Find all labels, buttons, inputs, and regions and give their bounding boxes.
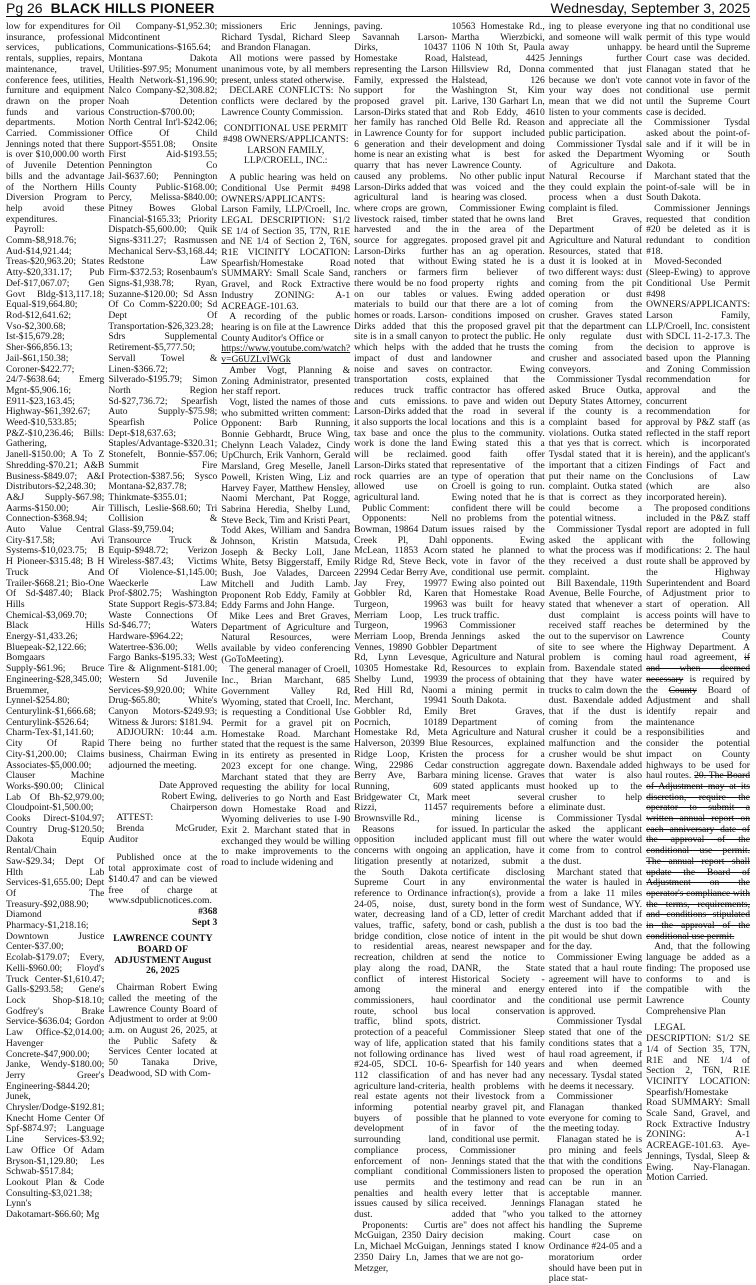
notice-date: Sept 3 xyxy=(191,916,218,928)
paragraph: Bret Graves, Department of Agriculture and Natural Resources, stated that dust it is looked at in two different ways: dust coming from the pit operation or dust coming from the crusher. Graves stated that the department can only regulate dust coming from the crusher and associated conveyors. xyxy=(548,213,643,375)
paragraph: paving. xyxy=(354,21,383,32)
paragraph: Marchant stated that the point-of-sale will be in South Dakota. xyxy=(646,170,750,204)
signature-name: Robert Ewing, Chairperson xyxy=(161,790,218,813)
column-1 xyxy=(6,21,105,1221)
column-4 xyxy=(354,21,448,1274)
publication-note: Published once at the total approximate cost of $140.47 and can be viewed free of charge at www.sdpublicnotices.com. xyxy=(108,852,218,907)
paragraph: Vogt, listed the names of those who submitted written comment: Opponent: Barb Running, Bonnie Gebhardt, Bruce Wing, Chelynn Leach Valadez, Cindy UpChurch, Erik Vanhorn, Gerald Marsland, Greg Meselle, Janell Powell, Kristen Wing, Liz and Harvey Fayer, Matthew Hensley, Naomi Merchant, Pat Rogge, Sabrina Heredia, Shelby Lund, Steve Beck, Tim and Kristi Peart, Todd Akes, William and Sandra Johnson, Kristin Matsuda, Joseph & Becky Loll, Jane White, Betsy Biggerstaff, Emily Bush, Joe Valades, Darceen Mitchell and Judith Lamb. Proponent Rob Eddy, Family at Eddy Farms and John Hange. xyxy=(221,396,351,612)
paragraph: A recording of the public hearing is on file at the Lawrence County Auditor's Office or xyxy=(221,311,351,344)
paragraph: Bret Graves, Department of Agriculture and Natural Resources, explained the process for a construction aggregate mining license. Graves stated applicants must meet several requirements before a mining license is issued. In particular the applicant must fill out an application, have it notarized, submit a certificate disclosing any environmental infraction(s), provide a surety bond in the form of a CD, letter of credit bond or cash, publish a notice of intent in the nearest newspaper and send the notice to DANR, the State Historical Society - mineral and energy coordinator and the local conservation district. xyxy=(451,706,545,1028)
section-title: CONDITIONAL USE PERMIT #498 OWNERS/APPLICANTS: LARSON FAMILY, LLP/CROELL, INC.: xyxy=(222,123,349,167)
attest-label: ATTEST: xyxy=(116,812,154,824)
column-7 xyxy=(646,21,751,1184)
paragraph: 10563 Homestake Rd., Martha Wierzbicki, 1106 N 10th St, Paula Halstead, 4425 Hillsview Rd, Donna Halstead, 126 Washington St, Kim Larive, 130 Garhart Ln, and Rob Eddy, 4610 Old Belle Rd. Reason for support included development and doing what is best for Lawrence County. xyxy=(451,21,545,172)
paragraph: Commissioner Tysdal asked Bruce Outka, Deputy States Attorney, if the county is a complaint based for violations. Outka stated that yes that is correct. Tysdal stated that it is important that a citizen put their name on the complaint. Outka stated that is correct as they could become a potential witness. xyxy=(548,374,643,525)
paragraph: Commissioner Jennings asked the Department of Agriculture and Natural Resources to explain the process of obtaining a mining permit in South Dakota. xyxy=(451,620,545,707)
newspaper-name: BLACK HILLS PIONEER xyxy=(50,0,215,16)
paragraph: Moved-Seconded (Sleep-Ewing) to approve Conditional Use Permit #498 OWNERS/APPLICANTS: Larson Family, LLP/Croell, Inc. consistent with SDCL 11-2-17.3. The decision to approve is based upon the Planning and Zoning Commission recommendation for approval and the concurrent recommendation for approval by P&Z staff (as reflected in the staff report which is incorporated herein), and the applicant's Findings of Fact and Conclusions of Law (which are also incorporated herein). xyxy=(646,256,751,503)
paragraph: No other public input was voiced and the hearing was closed. xyxy=(451,170,545,204)
paragraph: Commissioner Tysdal asked about the point-of-sale and if it will be in Wyoming or South Dakota. xyxy=(646,117,750,172)
conditions-text: Board of Adjustment and shall identify repair and maintenance responsibilities and consider the potential impact on County highways to be used for haul routes. xyxy=(646,684,751,782)
page-number: Pg 26 xyxy=(6,0,43,16)
paragraph: Oil Company-$1,952.30; Midcontinent Communications-$165.64; Montana Dakota Utilities-$97.95; Monument Health Network-$1,196.90; Nalco Company-$2,308.82; Noah Detention Construction-$700.00; North Central Int'l-$242.06; Office Of Child Support-$551.08; Onsite First Aid-$193.55; Pennington Co Jail-$637.60; Pennington County Public-$168.00; Percy, Melissa-$840.00; Pitney Bowes Global Financial-$165.33; Priority Dispatch-$5,600.00; Quik Signs-$311.27; Rasmussen Mechanical Serv-$3,168.44; Redstone Law Firm-$372.53; Rosenbaum's Signs-$1,938.78; Ryan, Suzanne-$120.00; Sd Assn Of Co Comm-$220.00; Sd Dept Of Transportation-$26,323.28; Sdrs Supplemental Retirement-$5,777.50; Servall Towel & Linen-$366.72; Silverado-$195.79; Simon North Region Sd-$27,736.72; Spearfish Auto Supply-$75.98; Spearfish Police Dept-$18,637.63; Staples/Advantage-$320.31; Stonefelt, Bonnie-$57.06; Summit Fire Protection-$387.56; Sysco Montana-$2,837.78; Thinkmate-$355.01; Tillisch, Leslie-$68.60; Tri Collision & Glass-$9,759.04; Transource Truck & Equip-$948.72; Verizon Wireless-$87.43; Victims Of Violence-$1,145.00; Waeckerle Law Prof-$802.75; Washington State Support Regis-$73.84; Waste Connections Of Sd-$46.77; Waters Hardware-$964.22; Watertree-$36.00; Wells Fargo Banks-$195.33; West Tire & Alignment-$181.00; Western Sd Juvenile Services-$9,920.00; White Drug-$65.80; White's Canyon Motors-$249.93; Witness & Jurors: $181.94. xyxy=(108,21,218,728)
struck-condition-20: 20. The Board of Adjustment may at its discretion, require the operator to submit a written annual report on each anniversary date of the approval of the conditional use permit. The annual report shall update the Board of Adjustment on the operator's compliance with the terms, requirements, and conditions stipulated in the approval of the conditional use permit. xyxy=(646,770,750,942)
paragraph: ADJOURN: 10:44 a.m. There being no further business, Chairman Ewing adjourned the meeting. xyxy=(108,727,218,771)
page-columns xyxy=(6,21,751,1285)
page-header xyxy=(6,0,750,17)
paragraph: Marchant stated that the water is hauled in from a lake 11 miles west of Sundance, WY. Marchant added that if the dust is too bad the pit would be shut down for the day. xyxy=(548,866,643,953)
column-6 xyxy=(548,21,643,1285)
paragraph: Mike Lees and Bret Graves, Department of Agriculture and Natural Resources, were available by video conferencing (GoToMeeting). xyxy=(221,610,351,665)
paragraph: Reasons for opposition included concerns with ongoing litigation presently at the South Dakota Supreme Court in reference to Ordinance 24-05, noise, dust, water, decreasing land values, traffic, safety, bridge condition, close to residential areas, recreation, children at play along the road, conflict of interest among the commissioners, haul route, school bus traffic, blind spots, protection of a peaceful way of life, application not following ordinance #24-05, SDCL 10-6-112 classification of agriculture land-criteria, real estate agents not informing potential buyers of possible development of surrounding land, compliance process, enforcement of non-compliant conditional use permits and penalties and health issues caused by silica dust. xyxy=(354,823,448,1221)
paragraph: DECLARE CONFLICTS: No conflicts were declared by the Lawrence County Commission. xyxy=(221,85,351,118)
column-3 xyxy=(221,22,350,968)
column-2 xyxy=(108,21,218,1079)
paragraph: Commissioner Tysdal asked the Department of Agriculture and Natural Recourse if they could explain the process when a dust complaint is filed. xyxy=(548,138,643,214)
paragraph: Chairman Robert Ewing called the meeting of the Lawrence County Board of Adjustment to order at 9:00 a.m. on August 26, 2025, at the Public Safety & Services Center located at 50 Tanaka Drive, Deadwood, SD with Com- xyxy=(108,982,218,1079)
issue-date: Wednesday, September 3, 2025 xyxy=(550,0,750,16)
paragraph: missioners Eric Jennings, Richard Tysdal, Richard Sleep and Brandon Flanagan. xyxy=(221,21,351,54)
column-5 xyxy=(451,21,545,1263)
struck-text: if and when deemed necessary xyxy=(646,652,750,685)
paragraph: Commissioner Flanagan thanked everyone for coming to the meeting today. xyxy=(548,1091,643,1135)
conditions-text: is required by the xyxy=(646,673,750,696)
paragraph: A public hearing was held on Conditional Use Permit #498 OWNERS/APPLICANTS: Larson Family, LLP/Croell, Inc. LEGAL DESCRIPTION: S1/2 SE 1/4 of Section 35, T7N, R1E and NE 1/4 of Section 2, T6N, R1E VICINITY LOCATION: Spearfish/Homestake Road SUMMARY: Small Scale Sand, Gravel, and Rock Extractive Industry ZONING: A-1 ACREAGE-101.63. xyxy=(221,172,351,312)
paragraph: Flanagan stated he is pro mining and feels that with the conditions proposed the operation can be run in an acceptable manner. Flanagan stated he talked to the attorney handling the Supreme Court case on Ordinance #24-05 and a moratorium order should have been put in place stat- xyxy=(548,1134,643,1285)
paragraph: Public Comment: xyxy=(362,502,430,514)
paragraph: Bill Baxendale, 119th Avenue, Belle Fourche, stated that whenever a dust complaint is received staff reaches out to the supervisor on site to see where the problem is coming from. Baxendale stated that they have water trucks to calm down the dust. Baxendale added that if the dust is coming from the crusher it could be a malfunction and the crusher would be shut down. Baxendale added that water is also hooked up to the crusher to help eliminate dust. xyxy=(548,577,643,814)
paragraph: Commissioner Tysdal asked the applicant what the process was if they received a dust complaint. xyxy=(548,524,643,578)
paragraph: low for expenditures for insurance, professional services, publications, rentals, supplies, repairs, maintenance, travel, conference fees, utilities, furniture and equipment drawn on the proper funds and various departments. Motion Carried. Commissioner Jennings noted that there is over $10,000.00 worth of Juvenile Detention bills and the advantage of the Northern Hills Diversion Program to help avoid these expenditures. xyxy=(6,21,105,225)
notice-number: #368 xyxy=(198,905,218,917)
paragraph: The general manager of Croell, Inc., Brian Marchant, 685 Government Valley Rd, Wyoming, stated that Croell, Inc. is requesting a Conditional Use Permit for a gravel pit on Homestake Road. Marchant stated that the request is the same in its entirety as presented in 2023 except for one change. Marchant stated that they are requesting the ability for local deliveries to go North and East down Homestake Road and Wyoming deliveries to use I-90 Exit 2. Marchant stated that in exchanged they would be willing to make improvements to the road to include widening and xyxy=(221,664,351,869)
conditions-text: The proposed conditions included in the P&Z staff report are adopted in full with the following modifications: 2. The haul route shall be approved by the Highway Superintendent and Board of Adjustment prior to start of operation. All access points will have to be determined by the Lawrence County Highway Department. A haul road agreement, xyxy=(646,502,750,664)
paragraph: Commissioner Tysdal stated that one of the conditions states that a haul road agreement, if and when deemed necessary. Tysdal stated he deems it necessary. xyxy=(548,1016,643,1092)
paragraph: Commissioner Jennings stated that the Commissioners listen to the testimony and read every letter that is received. Jennings added that "who you are" does not affect his decision making. Jennings stated I know that we are not go- xyxy=(451,1144,545,1263)
paragraph: Payroll: Comm-$8,918.76; Aud-$14,921.44; Treas-$20,963.20; States Atty-$20,331.17; Pub Def-$17,067.07; Gen Govt Bldg-$13,117.18; Equal-$19,664.80; Rod-$12,641.62; Vso-$2,300.68; Ist-$15,679.28; Sher-$66,856.13; Jail-$61,150.38; Coroner-$422.77; 24/7-$638.64; Emerg Mgnt-$5,906.16; E911-$23,163.45; Highway-$61,392.67; Weed-$10,533.85; P&Z-$10,236.46; Bills: Gathering, Janell-$150.00; A To Z Shredding-$70.21; A&B Business-$849.07; A&I Distributors-$2,248.30; A&J Supply-$67.98; Aarms-$150.00; Air Connection-$368.94; Auto Value Central City-$17.58; Avi Systems-$10,023.75; B H Pioneer-$315.48; B H Truck And Trailer-$668.21; Bio-One Of Sd-$487.40; Black Hills Chemical-$3,069.70; Black Hills Energy-$1,433.26; Bluepeak-$2,122.66; Bomgaars Supply-$61.96; Bruce Engineering-$28,345.00; Bruemmer, Lynnel-$254.80; Centurylink-$1,666.68; Centurylink-$526.64; Charm-Tex-$1,141.60; City Of Rapid City-$1,200.00; Claims Associates-$5,000.00; Clauser Machine Works-$90.00; Clinical Lab Of Bh-$2,979.00; Cloudpoint-$1,500.00; Cooks Direct-$104.97; Country Drug-$120.50; Dakota Equip Rental/Chain Saw-$29.34; Dept Of Hlth Lab Services-$1,655.00; Dept Of The Treasury-$92,088.90; Diamond Pharmacy-$1,218.16; Downtown Justice Center-$37.00; Ecolab-$179.07; Every, Kelli-$960.00; Floyd's Truck Center-$1,610.47; Galls-$293.58; Gene's Lock Shop-$18.10; Godfrey's Brake Service-$636.04; Gordon Law Office-$2,014.00; Havenger Concrete-$47,900.00; Janke, Wendy-$180.00; Jerry Greer's Engineering-$844.20; Junek, Chrysler/Dodge-$192.81; Knecht Home Center Of Spf-$874.97; Language Line Services-$3.92; Law Office Of Adam Bryson-$1,129.80; Les Schwab-$517.84; Lookout Plan & Code Consulting-$3,021.38; Lynn's Dakotamart-$66.60; Mg xyxy=(6,224,105,1221)
paragraph xyxy=(646,504,750,943)
paragraph: LEGAL DESCRIPTION: S1/2 SE 1/4 of Section 35, T7N, R1E and NE 1/4 of Section 2, T6N, R1E VICINITY LOCATION: Spearfish/Homestake Road SUMMARY: Small Scale Sand, Gravel, and Rock Extractive Industry ZONING: A-1 ACREAGE-101.63. Aye-Jennings, Tysdal, Sleep & Ewing. Nay-Flanagan. Motion Carried. xyxy=(646,1022,750,1184)
paragraph: Commissioner Tysdal asked the applicant where the water would come from to control the dust. xyxy=(548,813,643,867)
struck-text: County xyxy=(668,684,697,696)
paragraph: ing to please everyone and someone will walk away unhappy. Jennings further commented that just because we don't vote your way does not mean that we did not listen to your comments and appreciate all the public participation. xyxy=(548,21,643,140)
paragraph: Commissioner Ewing stated that he owns land in the area of the proposed gravel pit and has an ag operation. Ewing stated he is a firm believer of property rights and values. Ewing added that there are a lot of conditions imposed on the proposed gravel pit to protect the public. He added that he trusts the landowner and contractor. Ewing explained that the contractor has offered to pave and widen out the road in several locations and this is a plus to the community. Ewing stated this a good faith offer representative of the type of operation that Croell is going to run. Ewing noted that he is confident there will be no problems from the issues raised by the opponents. Ewing stated he planned to vote in favor of the conditional use permit. Ewing also pointed out that Homestake Road was built for heavy truck traffic. xyxy=(451,202,545,621)
signature-date: Date Approved xyxy=(158,780,218,792)
youtube-link[interactable]: https://www.youtube.com/watch?v=G6UZLvIWGk xyxy=(221,343,351,366)
attest-name: Brenda McGruder, Auditor xyxy=(108,823,218,845)
paragraph: Amber Vogt, Planning & Zoning Administrator, presented her staff report. xyxy=(221,364,351,398)
paragraph: Savannah Larson-Dirks, 10437 Homestake Road, representing the Larson Family, expressed the support for the proposed gravel pit. Larson-Dirks stated that her family has ranched in Lawrence County for 6 generation and their home is near an existing quarry that has never caused any problems. Larson-Dirks added that agricultural land is where crops are grown, livestock raised, timber harvested and the source for aggregates. Larson-Dirks further noted that without ranchers or farmers there would be no food on our tables or materials to build our homes or roads. Larson-Dirks added that this site is in a small canyon which helps with the impact of dust and noise and saves on transportation costs, reduces truck traffic and cuts emissions. Larson-Dirks added that it also supports the local tax base and once the work is done the land will be reclaimed. Larson-Dirks stated that rock quarries are an allowed use on agricultural land. xyxy=(354,31,448,503)
paragraph: And, that the following language be added as a finding: The proposed use conforms to and is compatible with the Lawrence County Comprehensive Plan xyxy=(646,941,750,1017)
section-title: LAWRENCE COUNTY BOARD OF ADJUSTMENT August 26, 2025 xyxy=(113,933,213,977)
paragraph: Proponents: Curtis McGuigan, 2350 Dairy Ln, Michael McGuigan, 2350 Dairy Ln, James Metzger, xyxy=(354,1219,448,1274)
paragraph: Commissioner Sleep stated that his family has lived west of Spearfish for 140 years and has never had any health problems with their livestock from a nearby gravel pit, and that he planned to vote in favor of the conditional use permit. xyxy=(451,1027,545,1146)
paragraph: All motions were passed by unanimous vote, by all members present, unless stated otherwise. xyxy=(221,53,351,86)
paragraph: Opponents: Nell Bowman, 19864 Datum Creek Pl, Dahl McLean, 11853 Acorn Ridge Rd, Steve Beck, 22994 Cedar Berry Ave, Jay Frey, 19977 Gobbler Rd, Karen Turgeon, 19963 Merriam Loop, Les Turgeon, 19963 Merriam Loop, Brenda Vennes, 19890 Gobbler Rd, Lynn Levesque, 10305 Homestake Rd, Shelby Lund, 19939 Red Hill Rd, Naomi Merchant, 19941 Gobbler Rd, Emily Pocrnich, 10189 Homestake Rd, Meta Halverson, 20399 Blue Ridge Loop, Kristen Wing, 22986 Cedar Berry Ave, Barbara Running, 609 Bridgewater Ct, Mark Rizzi, 11457 Brownsville Rd., xyxy=(354,513,448,825)
paragraph: Commissioner Jennings requested that condition #20 be deleted as it is redundant to condition #18. xyxy=(646,202,750,257)
paragraph: Commissioner Ewing stated that a haul route agreement will have to entered into if the conditional use permit is approved. xyxy=(548,952,643,1017)
paragraph: ing that no conditional use permit of this type would be heard until the Supreme Court case was decided. Flanagan stated that he cannot vote in favor of the conditional use permit until the Supreme Court case is decided. xyxy=(646,21,750,118)
